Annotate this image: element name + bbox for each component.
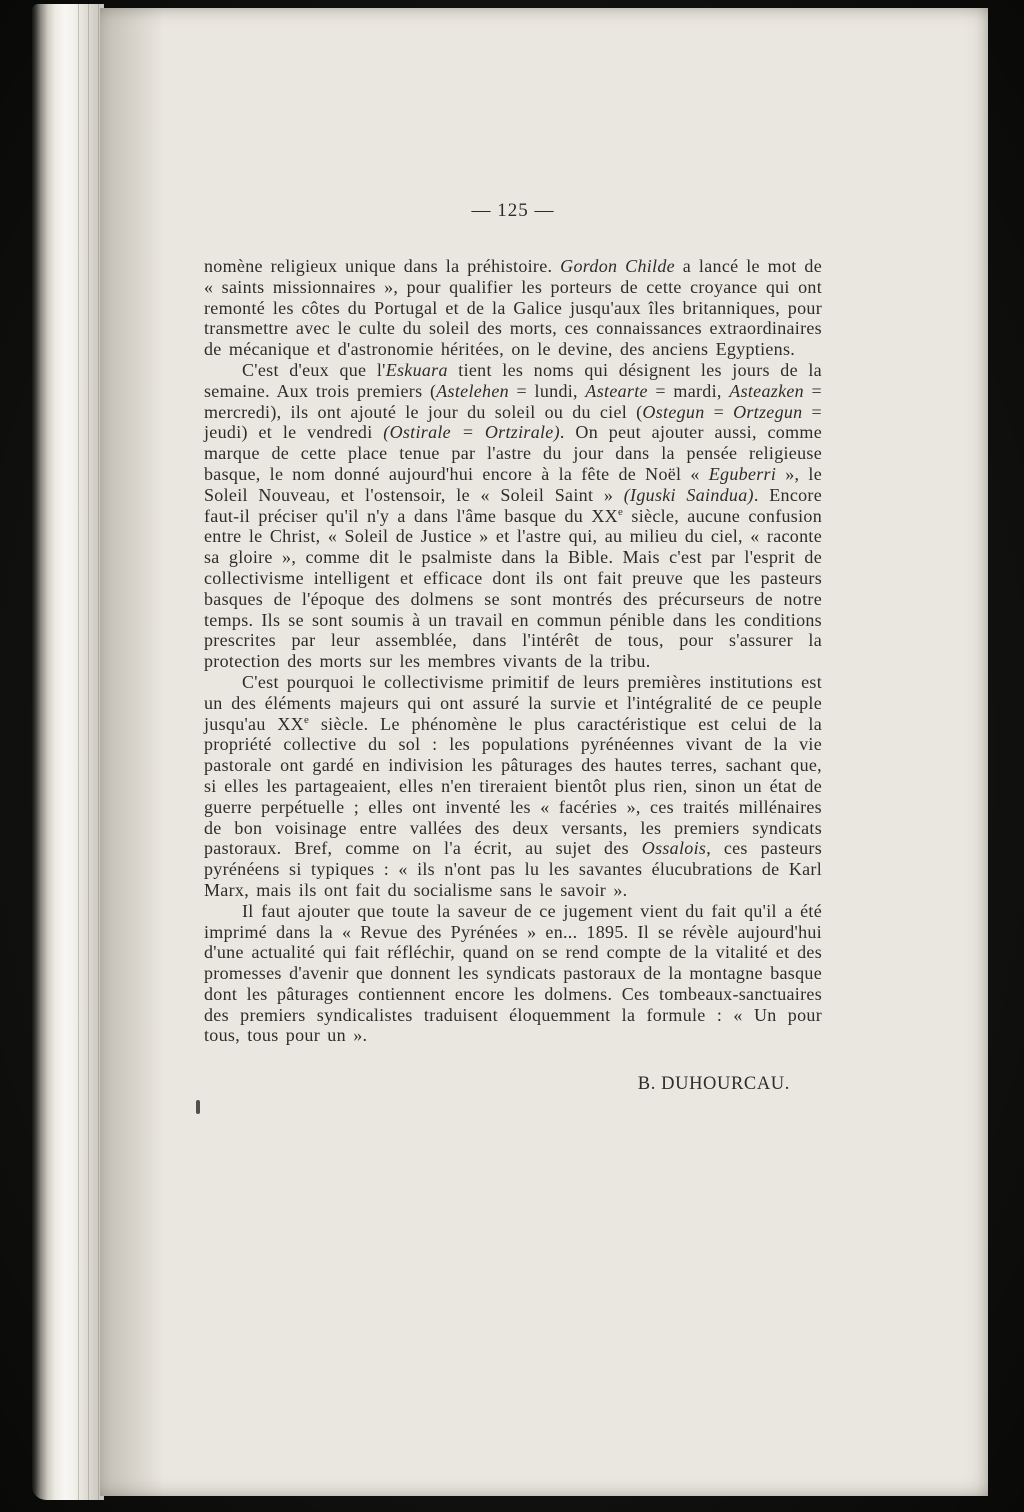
italic-text-segment: Ortzegun bbox=[733, 401, 803, 422]
text-segment: . On peut ajouter aussi, comme marque de cette place tenue par l'astre du jour dans la pensée religieuse basque, le nom donné aujourd'hui encore à la fête de Noël « bbox=[204, 422, 822, 484]
paragraph bbox=[204, 901, 822, 1047]
text-segment: = bbox=[704, 401, 734, 422]
text-segment: C'est pourquoi le collectivisme primitif de leurs premières institutions est un des éléments majeurs qui ont assuré la survie et l'intégralité de ce peuple jusqu'au XX bbox=[204, 671, 822, 734]
italic-text-segment: Eguberri bbox=[708, 463, 777, 484]
text-segment: nomène religieux unique dans la préhistoire. bbox=[204, 256, 561, 276]
text-segment: . Encore faut-il préciser qu'il n'y a dans l'âme basque du XX bbox=[204, 484, 822, 526]
scan-artifact-mark bbox=[196, 1100, 200, 1114]
paragraph bbox=[204, 256, 822, 360]
italic-text-segment: Ostegun bbox=[642, 401, 705, 422]
author-signature: B. DUHOURCAU. bbox=[637, 1074, 790, 1095]
text-segment: = mardi, bbox=[647, 380, 730, 401]
book-page-edges bbox=[32, 4, 104, 1500]
italic-text-segment: Asteazken bbox=[729, 380, 804, 401]
italic-text-segment: Ossalois bbox=[641, 838, 707, 859]
italic-text-segment: Eskuara bbox=[385, 359, 448, 380]
text-segment: a lancé le mot de « saints missionnaires », pour qualifier les porteurs de cette croyance qui ont remonté les côtes du Portugal et de la Galice jusqu'aux îles britanniques, pour transmettre avec le culte du soleil des morts, ces connaissances extraordinaires de mécanique et d'astronomie héritées, on le devine, des anciens Egyptiens. bbox=[204, 256, 823, 360]
paragraph bbox=[204, 360, 822, 672]
italic-text-segment: Gordon Childe bbox=[560, 256, 675, 276]
text-segment: siècle. Le phénomène le plus caractéristique est celui de la propriété collective du sol : les populations pyrénéennes vivant de la vie pastorale ont gardé en indivision les pâturages des hautes terres, sachant que, si elles les partageaient, elles n'en tireraient bientôt plus rien, sinon un état de guerre perpétuelle ; elles ont inventé les « facéries », ces traités millénaires de bon voisinage entre vallées des deux versants, les premiers syndicats pastoraux. Bref, comme on l'a écrit, au sujet des bbox=[204, 713, 822, 859]
book-page bbox=[100, 8, 988, 1496]
text-segment: , ces pasteurs pyrénéens si typiques : « ils n'ont pas lu les savantes élucubrations de Karl Marx, mais ils ont fait du socialisme sans le savoir ». bbox=[204, 838, 822, 900]
text-segment: siècle, aucune confusion entre le Christ, « Soleil de Justice » et l'astre qui, au milieu du ciel, « raconte sa gloire », comme dit le psalmiste dans la Bible. Mais c'est par l'esprit de collectivisme intelligent et efficace dont ils ont fait preuve que les pasteurs basques de l'époque des dolmens se sont montrés des précurseurs de notre temps. Ils se sont soumis à un travail en commun pénible dans les conditions prescrites par leur assemblée, dans l'intérêt de tous, pour s'assurer la protection des morts sur les membres vivants de la tribu. bbox=[204, 505, 823, 672]
page-edge-line bbox=[88, 4, 89, 1500]
italic-text-segment: Astearte bbox=[585, 380, 648, 401]
text-segment: = mercredi), ils ont ajouté le jour du soleil ou du ciel ( bbox=[204, 380, 822, 422]
italic-text-segment: Astelehen bbox=[436, 380, 509, 401]
italic-text-segment: (Ostirale = Ortzirale) bbox=[383, 422, 560, 443]
text-segment: C'est d'eux que l' bbox=[242, 359, 386, 380]
page-text bbox=[204, 256, 822, 1046]
page-edge-line bbox=[98, 4, 99, 1500]
text-segment: tient les noms qui désignent les jours de la semaine. Aux trois premiers ( bbox=[204, 359, 822, 401]
superscript-text-segment: e bbox=[617, 505, 624, 518]
page-number: — 125 — bbox=[471, 200, 555, 221]
italic-text-segment: (Iguski Saindua) bbox=[623, 484, 754, 505]
text-segment: = lundi, bbox=[508, 380, 586, 401]
page-content bbox=[204, 200, 822, 1095]
text-segment: = jeudi) et le vendredi bbox=[204, 401, 822, 443]
text-segment: », le Soleil Nouveau, et l'ostensoir, le « Soleil Saint » bbox=[204, 463, 822, 505]
page-edge-line bbox=[78, 4, 79, 1500]
text-segment: Il faut ajouter que toute la saveur de ce jugement vient du fait qu'il a été imprimé dans la « Revue des Pyrénées » en... 1895. Il se révèle aujourd'hui d'une actualité qui fait réfléchir, quand on se rend compte de la vitalité et des promesses d'avenir que donnent les syndicats pastoraux de la montagne basque dont les pâturages contiennent encore les dolmens. Ces tombeaux-sanctuaires des premiers syndicalistes traduisent éloquemment la formule : « Un pour tous, tous pour un ». bbox=[204, 900, 822, 1046]
paragraph bbox=[204, 672, 822, 901]
superscript-text-segment: e bbox=[303, 713, 310, 726]
